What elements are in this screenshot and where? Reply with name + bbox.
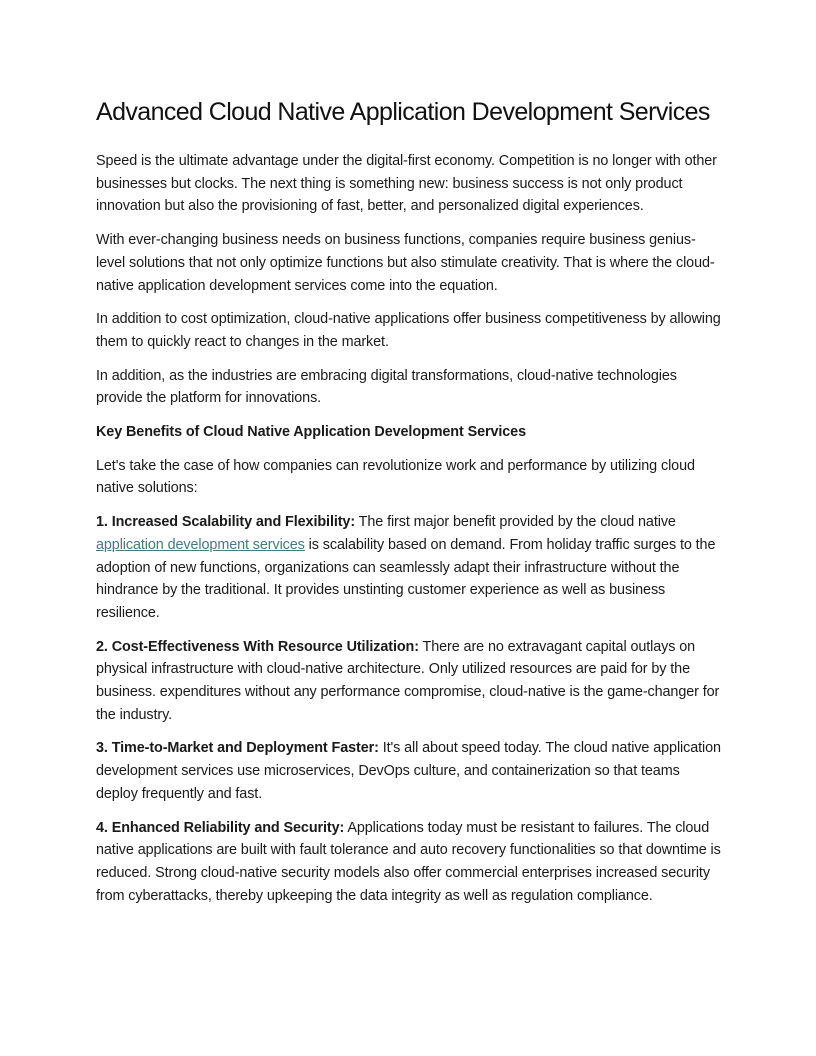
paragraph-intro: Speed is the ultimate advantage under the digital-first economy. Competition is no longer with other businesses but clocks. The next thing is something new: business success is not only product innovation but also the provisioning of fast, better, and personalized digital experiences. bbox=[96, 153, 717, 215]
section-intro: Let's take the case of how companies can revolutionize work and performance by utilizing cloud native solutions: bbox=[96, 457, 695, 497]
benefit-text: The first major benefit provided by the cloud native bbox=[355, 514, 676, 531]
section-heading: Key Benefits of Cloud Native Application Development Services bbox=[96, 424, 526, 441]
benefit-lead: 4. Enhanced Reliability and Security: bbox=[96, 819, 345, 836]
paragraph-digital-transformation: In addition, as the industries are embracing digital transformations, cloud-native technologies provide the platform for innovations. bbox=[96, 367, 677, 407]
benefit-text: There are no extravagant capital outlays on physical infrastructure with cloud-native architecture. Only utilized resources are paid for by the business. expenditures without any performance compromise, cloud-native is the game-changer for the industry. bbox=[96, 638, 720, 723]
benefit-item-scalability bbox=[96, 511, 722, 625]
benefit-lead: 2. Cost-Effectiveness With Resource Utilization: bbox=[96, 638, 419, 655]
benefit-item-time-to-market bbox=[96, 737, 722, 805]
benefit-lead: 1. Increased Scalability and Flexibility: bbox=[96, 514, 356, 531]
benefit-text: It's all about speed today. The cloud native application development services use microservices, DevOps culture, and containerization so that teams deploy frequently and fast. bbox=[96, 740, 721, 802]
page-title: Advanced Cloud Native Application Development Services bbox=[96, 98, 710, 126]
application-development-services-link[interactable]: application development services bbox=[96, 536, 305, 553]
document-page bbox=[96, 96, 722, 918]
benefit-text: Applications today must be resistant to failures. The cloud native applications are built with fault tolerance and auto recovery functionalities so that downtime is reduced. Strong cloud-native security models also offer commercial enterprises increased security from cyberattacks, thereby upkeeping the data integrity as well as regulation compliance. bbox=[96, 819, 721, 904]
benefit-item-cost bbox=[96, 636, 722, 727]
paragraph-business-needs: With ever-changing business needs on business functions, companies require business genius-level solutions that not only optimize functions but also stimulate creativity. That is where the cloud-native application development services come into the equation. bbox=[96, 232, 715, 294]
benefit-lead: 3. Time-to-Market and Deployment Faster: bbox=[96, 740, 379, 757]
paragraph-cost-optimization: In addition to cost optimization, cloud-native applications offer business competitiveness by allowing them to quickly react to changes in the market. bbox=[96, 311, 721, 350]
benefit-item-reliability bbox=[96, 817, 722, 908]
benefit-text: is scalability based on demand. From holiday traffic surges to the adoption of new functions, organizations can seamlessly adapt their infrastructure without the hindrance by the traditional. It provides unstinting customer experience as well as business resilience. bbox=[96, 536, 716, 621]
